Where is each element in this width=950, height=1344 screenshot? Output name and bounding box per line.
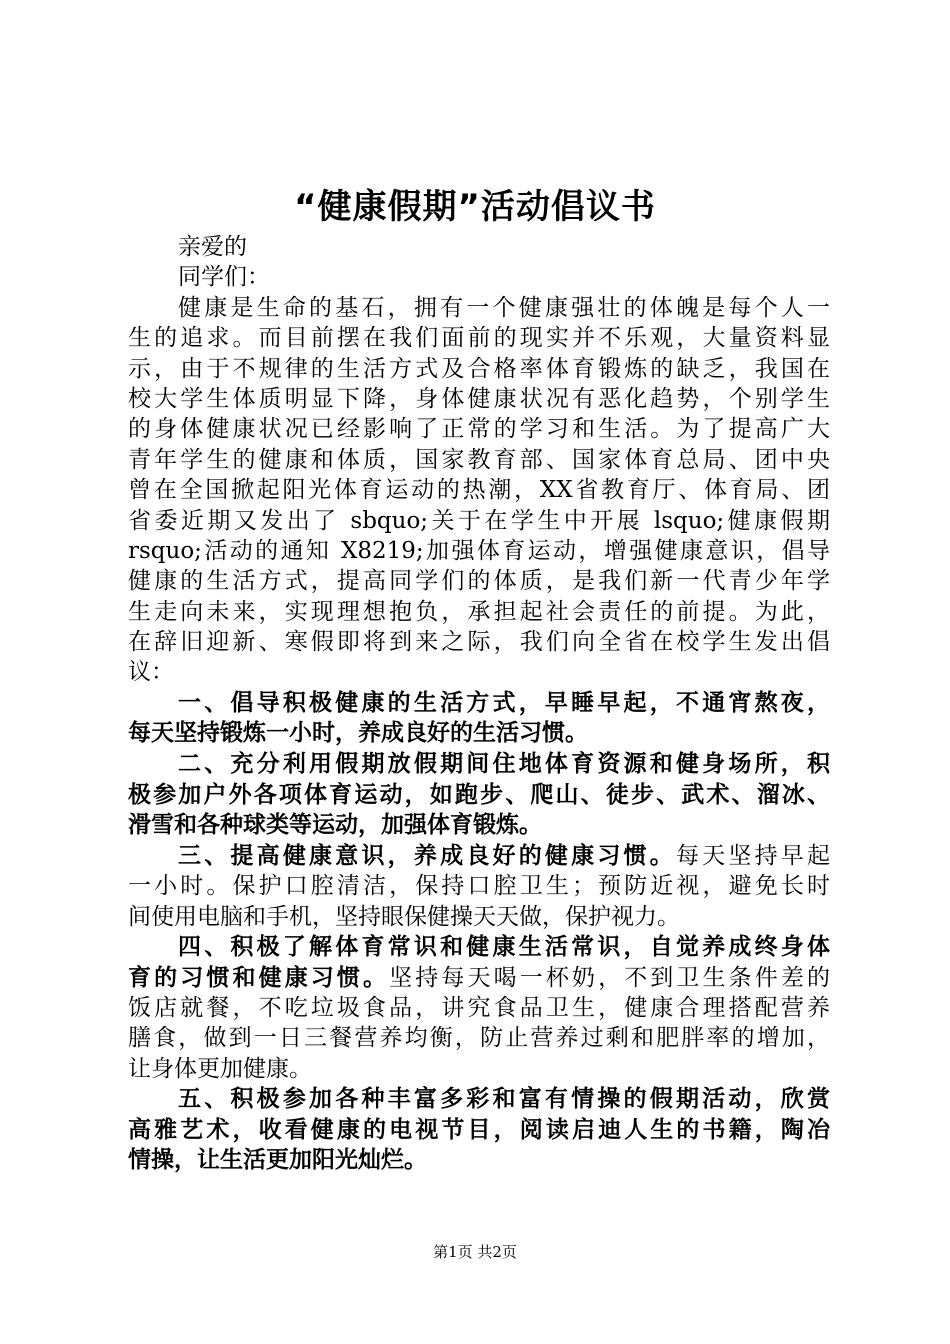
paragraph-line: 一小时。保护口腔清洁，保持口腔卫生；预防近视，避免长时	[128, 873, 830, 900]
paragraph-line: 二、充分利用假期放假期间住地体育资源和健身场所，积	[178, 751, 830, 778]
paragraph-line: 让身体更加健康。	[128, 1055, 312, 1082]
proposal-item-4	[128, 932, 830, 1084]
paragraph-line: 膳食，做到一日三餐营养均衡，防止营养过剩和肥胖率的增加，	[128, 1025, 830, 1052]
greeting-line: 同学们：	[178, 264, 270, 291]
paragraph-line: 极参加户外各项体育运动，如跑步、爬山、徒步、武术、溜冰、	[128, 781, 830, 808]
proposal-item-5	[128, 1084, 830, 1176]
paragraph-line: 的身体健康状况已经影响了正常的学习和生活。为了提高广大	[128, 416, 830, 443]
paragraph-line: 健康是生命的基石，拥有一个健康强壮的体魄是每个人一	[178, 294, 830, 321]
paragraph-line: 曾在全国掀起阳光体育运动的热潮，XX省教育厅、体育局、团	[128, 477, 830, 504]
paragraph-line: 每天坚持锻炼一小时，养成良好的生活习惯。	[128, 720, 588, 747]
paragraph-line	[128, 963, 830, 993]
proposal-item-2	[128, 749, 830, 841]
paragraph-line: 滑雪和各种球类等运动，加强体育锻炼。	[128, 812, 542, 839]
item-text: 每天坚持早起	[675, 842, 831, 869]
greeting-line: 亲爱的	[178, 234, 247, 260]
item-heading: 三、提高健康意识，养成良好的健康习惯。	[178, 842, 676, 869]
item-heading: 育的习惯和健康习惯。	[128, 964, 390, 991]
paragraph-line: 生的追求。而目前摆在我们面前的现实并不乐观，大量资料显	[128, 325, 830, 352]
paragraph-line: 间使用电脑和手机，坚持眼保健操天天做，保护视力。	[128, 903, 680, 930]
paragraph-line: 高雅艺术，收看健康的电视节目，阅读启迪人生的书籍，陶冶	[128, 1116, 830, 1143]
document-title: “健康假期”活动倡议书	[294, 187, 656, 227]
paragraph-line: 青年学生的健康和体质，国家教育部、国家体育总局、团中央	[128, 446, 830, 473]
proposal-item-1	[128, 688, 830, 749]
document-body	[128, 232, 830, 1176]
paragraph-line: 省委近期又发出了 sbquo;关于在学生中开展 lsquo;健康假期	[128, 507, 830, 534]
paragraph-line: 一、倡导积极健康的生活方式，早睡早起，不通宵熬夜，	[178, 689, 830, 716]
item-text: 坚持每天喝一杯奶，不到卫生条件差的	[389, 964, 831, 991]
paragraph-line: 五、积极参加各种丰富多彩和富有情操的假期活动，欣赏	[178, 1086, 830, 1113]
paragraph-line: 四、积极了解体育常识和健康生活常识，自觉养成终身体	[178, 934, 830, 960]
paragraph-line: rsquo;活动的通知 X8219;加强体育运动，增强健康意识，倡导	[128, 537, 830, 564]
paragraph-line: 示，由于不规律的生活方式及合格率体育锻炼的缺乏，我国在	[128, 355, 830, 382]
proposal-item-3	[128, 841, 830, 932]
paragraph-line: 校大学生体质明显下降，身体健康状况有恶化趋势，个别学生	[128, 385, 830, 412]
paragraph-line: 饭店就餐，不吃垃圾食品，讲究食品卫生，健康合理搭配营养	[128, 994, 830, 1021]
paragraph-line: 健康的生活方式，提高同学们的体质，是我们新一代青少年学	[128, 568, 830, 595]
paragraph-line: 议：	[128, 659, 174, 686]
page-number-footer: 第1页 共2页	[433, 1243, 517, 1261]
paragraph-line: 情操，让生活更加阳光灿烂。	[128, 1147, 427, 1174]
paragraph-line	[128, 841, 830, 871]
paragraph-line: 生走向未来，实现理想抱负，承担起社会责任的前提。为此，	[128, 598, 830, 625]
paragraph-line: 在辞旧迎新、寒假即将到来之际，我们向全省在校学生发出倡	[128, 629, 830, 656]
intro-paragraph	[128, 293, 830, 688]
